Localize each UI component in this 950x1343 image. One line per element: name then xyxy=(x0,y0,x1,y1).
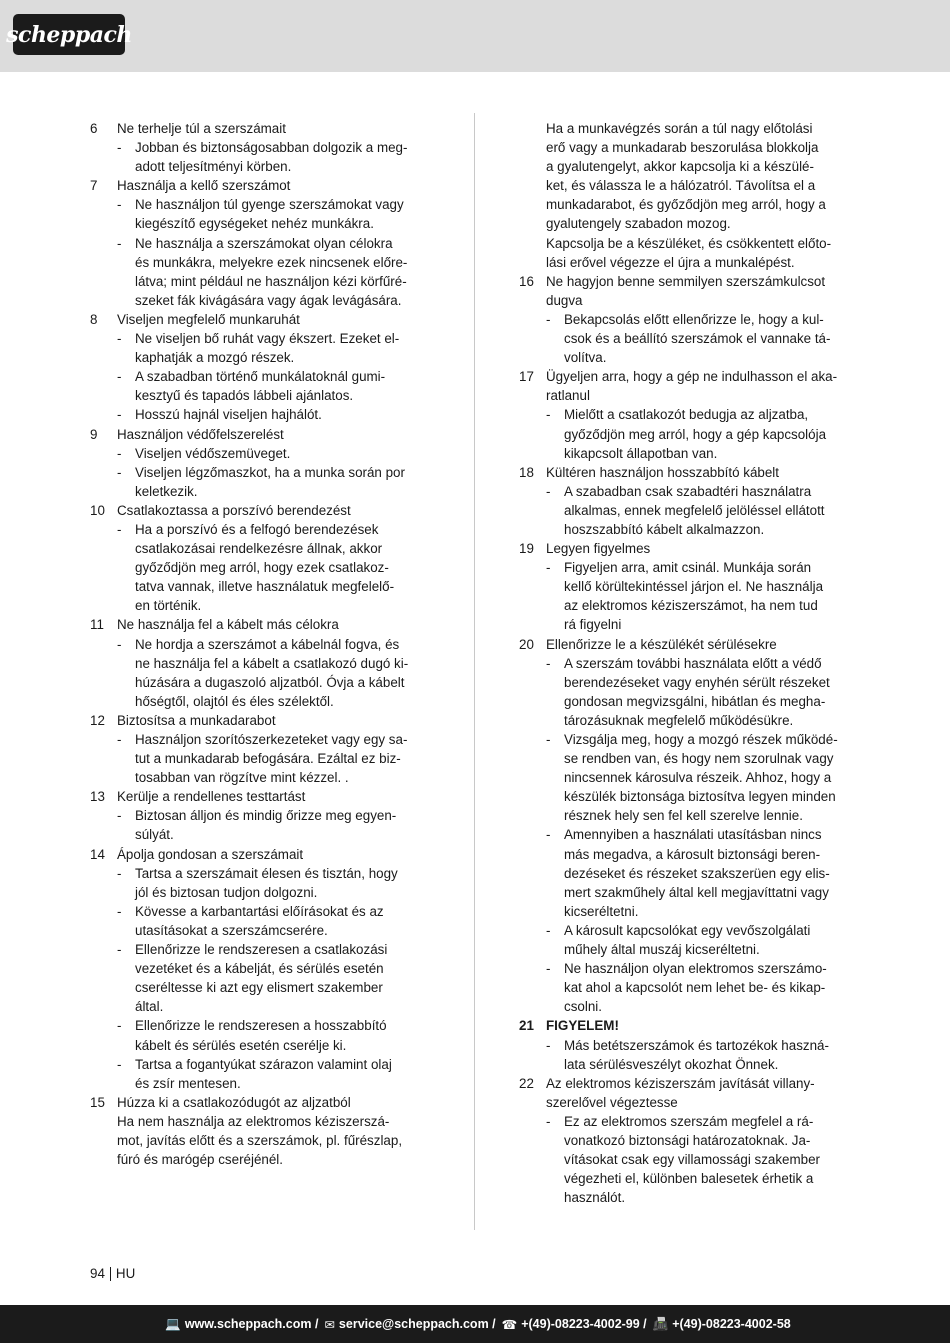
section-title-line: Kerülje a rendellenes testtartást xyxy=(117,789,306,805)
section-title-line: Ápolja gondosan a szerszámait xyxy=(117,846,304,862)
mail-icon: ✉ xyxy=(324,1317,335,1332)
bullet-item xyxy=(519,959,860,1016)
section-number: 15 xyxy=(90,1094,105,1110)
section-title-line: Viseljen megfelelő munkaruhát xyxy=(117,311,300,327)
bullet-dash: - xyxy=(117,445,122,461)
bullet-dash: - xyxy=(546,483,551,499)
bullet-line: Ez az elektromos szerszám megfelel a rá- xyxy=(564,1113,814,1129)
bullet-item xyxy=(90,138,431,176)
bullet-line: győződjön meg arról, hogy ezek csatlakoz- xyxy=(135,560,389,576)
bullet-line: vonatkozó biztonsági határozatoknak. Ja- xyxy=(564,1132,811,1148)
section-heading-6 xyxy=(90,119,431,138)
bullet-item xyxy=(90,195,431,233)
bullet-item xyxy=(90,730,431,787)
bullet-line: kábelt és sérülés esetén cserélje ki. xyxy=(135,1037,347,1053)
intro-paragraph-2 xyxy=(519,234,860,272)
section-title-line: Ellenőrizze le a készülékét sérülésekre xyxy=(546,636,777,652)
paragraph-line: gyalutengely szabadon mozog. xyxy=(546,216,731,232)
bullet-dash: - xyxy=(546,1037,551,1053)
section-heading-12 xyxy=(90,711,431,730)
bullet-line: látva; mint például ne használjon kézi körfűré- xyxy=(135,273,407,289)
bullet-line: Bekapcsolás előtt ellenőrizze le, hogy a kul- xyxy=(564,311,824,327)
bullet-line: en történik. xyxy=(135,598,202,614)
footer-website-link[interactable]: www.scheppach.com / xyxy=(184,1317,319,1331)
bullet-line: tosabban van rögzítve mint kézzel. . xyxy=(135,770,349,786)
paragraph-line: erő vagy a munkadarab beszorulása blokkolja xyxy=(546,140,819,156)
bullet-text xyxy=(564,825,860,920)
bullet-dash: - xyxy=(117,942,122,958)
bullet-line: cseréltesse ki azt egy elismert szakember xyxy=(135,980,383,996)
section-title-line: Legyen figyelmes xyxy=(546,541,651,557)
section-title-line: dugva xyxy=(546,292,583,308)
bullet-item xyxy=(90,329,431,367)
bullet-dash: - xyxy=(546,311,551,327)
bullet-item xyxy=(90,1055,431,1093)
bullet-line: csok és a beállító szerszámok el vannake tá- xyxy=(564,331,831,347)
section-number: 14 xyxy=(90,846,105,862)
right-column xyxy=(519,119,860,1207)
paragraph-line: mot, javítás előtt és a szerszámok, pl. fűrészlap, xyxy=(117,1132,403,1148)
bullet-item xyxy=(519,654,860,730)
bullet-text xyxy=(135,367,431,405)
section-title xyxy=(546,1016,860,1035)
footer-contact-bar xyxy=(0,1305,950,1343)
section-number: 10 xyxy=(90,502,105,518)
bullet-line: tározásuknak megfelelő működésükre. xyxy=(564,712,794,728)
bullet-item xyxy=(90,234,431,310)
section-number: 19 xyxy=(519,541,534,557)
bullet-line: Amennyiben a használati utasításban nincs xyxy=(564,827,822,843)
bullet-dash: - xyxy=(117,369,122,385)
bullet-text xyxy=(135,1055,431,1093)
section-number: 12 xyxy=(90,712,105,728)
section-title-line: Használjon védőfelszerelést xyxy=(117,426,284,442)
bullet-item xyxy=(90,520,431,615)
section-title-line: Biztosítsa a munkadarabot xyxy=(117,712,276,728)
bullet-line: utasításokat a szerszámcserére. xyxy=(135,922,328,938)
paragraph-line: a gyalutengelyt, akkor kapcsolja ki a készülé- xyxy=(546,159,814,175)
bullet-line: Mielőtt a csatlakozót bedugja az aljzatba, xyxy=(564,407,809,423)
bullet-text xyxy=(564,1036,860,1074)
column-divider xyxy=(474,113,475,1230)
bullet-line: dezéseket és részeket szakszerüen egy elis- xyxy=(564,865,830,881)
bullet-line: csatlakozásai rendelkezésre állnak, akkor xyxy=(135,541,383,557)
section-title xyxy=(546,463,860,482)
section-title xyxy=(117,787,431,806)
bullet-line: Ne használjon olyan elektromos szerszámo- xyxy=(564,961,827,977)
bullet-dash: - xyxy=(117,140,122,156)
bullet-line: mert szakműhely által kell megjavíttatni vagy xyxy=(564,884,829,900)
paragraph-line: fúró és marógép cseréjénél. xyxy=(117,1152,283,1168)
bullet-line: Ne használja a szerszámokat olyan célokra xyxy=(135,235,393,251)
section-heading-13 xyxy=(90,787,431,806)
section-title xyxy=(546,635,860,654)
page-number xyxy=(90,1266,135,1281)
bullet-line: vításokat csak egy villamossági szakember xyxy=(564,1152,821,1168)
section-title-line: Húzza ki a csatlakozódugót az aljzatból xyxy=(117,1094,351,1110)
bullet-line: tatva vannak, illetve használatuk megfelelő- xyxy=(135,579,395,595)
bullet-text xyxy=(135,806,431,844)
section-heading-9 xyxy=(90,425,431,444)
bullet-item xyxy=(90,864,431,902)
bullet-line: kat ahol a kapcsolót nem lehet be- és kikap- xyxy=(564,980,826,996)
bullet-text xyxy=(564,959,860,1016)
bullet-dash: - xyxy=(117,407,122,423)
bullet-item xyxy=(519,405,860,462)
bullet-line: Ne hordja a szerszámot a kábelnál fogva, és xyxy=(135,636,400,652)
bullet-dash: - xyxy=(117,865,122,881)
bullet-line: Tartsa a szerszámait élesen és tisztán, hogy xyxy=(135,865,398,881)
bullet-line: jól és biztosan tudjon dolgozni. xyxy=(135,884,318,900)
bullet-line: keletkezik. xyxy=(135,483,198,499)
bullet-line: kaphatják a mozgó részek. xyxy=(135,350,295,366)
section-title xyxy=(117,425,431,444)
bullet-item xyxy=(90,902,431,940)
section-title-line: Ne használja fel a kábelt más célokra xyxy=(117,617,339,633)
bullet-item xyxy=(519,310,860,367)
bullet-line: Jobban és biztonságosabban dolgozik a meg- xyxy=(135,140,408,156)
bullet-dash: - xyxy=(546,827,551,843)
bullet-text xyxy=(135,902,431,940)
bullet-line: kellő körültekintéssel járjon el. Ne használja xyxy=(564,579,824,595)
bullet-line: kiegészítő egységeket nehéz munkákra. xyxy=(135,216,374,232)
section-number: 13 xyxy=(90,789,105,805)
section-title xyxy=(546,539,860,558)
bullet-text xyxy=(135,864,431,902)
section-title-line: szerelővel végeztesse xyxy=(546,1094,678,1110)
section-heading-16 xyxy=(519,272,860,310)
bullet-line: résznek hely sen fel kell szerelve lennie. xyxy=(564,808,803,824)
section-heading-18 xyxy=(519,463,860,482)
bullet-dash: - xyxy=(546,961,551,977)
section-number: 21 xyxy=(519,1018,534,1034)
bullet-line: csolni. xyxy=(564,999,602,1015)
section-title xyxy=(117,615,431,634)
bullet-line: és zsír mentesen. xyxy=(135,1075,241,1091)
bullet-text xyxy=(564,405,860,462)
paragraph-line: munkadarabot, és győződjön meg arról, hogy a xyxy=(546,197,826,213)
bullet-line: Vizsgálja meg, hogy a mozgó részek működé- xyxy=(564,732,838,747)
bullet-item xyxy=(519,1036,860,1074)
section-number: 9 xyxy=(90,426,98,442)
paragraph-line: Ha a munkavégzés során a túl nagy előtolási xyxy=(546,121,813,136)
section-title xyxy=(117,310,431,329)
section-number: 11 xyxy=(90,617,104,633)
bullet-item xyxy=(90,806,431,844)
section-heading-14 xyxy=(90,845,431,864)
bullet-line: Hosszú hajnál viseljen hajhálót. xyxy=(135,407,322,423)
bullet-line: győződjön meg arról, hogy a gép kapcsolója xyxy=(564,426,827,442)
bullet-item xyxy=(90,940,431,1016)
bullet-text xyxy=(135,1016,431,1054)
section-heading-22 xyxy=(519,1074,860,1112)
bullet-item xyxy=(90,635,431,711)
bullet-line: A szabadban történő munkálatoknál gumi- xyxy=(135,369,386,385)
section-heading-10 xyxy=(90,501,431,520)
bullet-dash: - xyxy=(546,407,551,423)
section-number: 8 xyxy=(90,311,98,327)
intro-paragraph-1 xyxy=(519,119,860,234)
bullet-text xyxy=(564,1112,860,1207)
bullet-item xyxy=(519,482,860,539)
section-heading-19 xyxy=(519,539,860,558)
bullet-line: A károsult kapcsolókat egy vevőszolgálati xyxy=(564,922,811,938)
bullet-item xyxy=(90,367,431,405)
bullet-line: hőségtől, olajtól és éles szélektől. xyxy=(135,693,334,709)
bullet-line: rá figyelni xyxy=(564,617,622,633)
section-title xyxy=(546,367,860,405)
bullet-text xyxy=(135,463,431,501)
bullet-line: végezheti el, különben balesetek érhetik a xyxy=(564,1171,814,1187)
bullet-text xyxy=(564,482,860,539)
bullet-item xyxy=(90,405,431,424)
bullet-item xyxy=(519,1112,860,1207)
bullet-line: Ellenőrizze le rendszeresen a csatlakozási xyxy=(135,942,388,958)
page-language: HU xyxy=(115,1266,136,1281)
paragraph-line: Kapcsolja be a készüléket, és csökkentett előto- xyxy=(546,235,832,251)
bullet-dash: - xyxy=(117,331,122,347)
section-title-line: Ügyeljen arra, hogy a gép ne indulhasson el aka- xyxy=(546,369,838,385)
phone-icon: ☎ xyxy=(501,1317,518,1332)
section-number: 6 xyxy=(90,121,98,136)
bullet-line: Használjon szorítószerkezeteket vagy egy sa- xyxy=(135,732,408,747)
bullet-line: Ne viseljen bő ruhát vagy ékszert. Ezeket el- xyxy=(135,331,400,347)
bullet-dash: - xyxy=(117,521,122,537)
bullet-item xyxy=(90,1016,431,1054)
bullet-line: műhely által muszáj kicseréltetni. xyxy=(564,942,760,958)
bullet-dash: - xyxy=(546,560,551,576)
bullet-dash: - xyxy=(117,636,122,652)
left-column xyxy=(90,119,431,1169)
bullet-line: A szabadban csak szabadtéri használatra xyxy=(564,483,812,499)
section-heading-20 xyxy=(519,635,860,654)
bullet-text xyxy=(135,444,431,463)
section-heading-11 xyxy=(90,615,431,634)
page-separator xyxy=(110,1267,111,1281)
bullet-text xyxy=(564,558,860,634)
bullet-line: se rendben van, és hogy nem szorulnak vagy xyxy=(564,751,834,767)
section-title xyxy=(117,119,431,138)
header-band xyxy=(0,0,950,72)
bullet-item xyxy=(90,463,431,501)
bullet-text xyxy=(135,138,431,176)
bullet-item xyxy=(519,730,860,825)
bullet-text xyxy=(564,921,860,959)
section-title xyxy=(117,176,431,195)
scheppach-logo[interactable]: scheppach xyxy=(13,14,125,55)
bullet-line: által. xyxy=(135,999,164,1015)
bullet-line: és munkákra, melyekre ezek nincsenek előre- xyxy=(135,254,408,270)
bullet-line: tut a munkadarab befogására. Ezáltal ez biz- xyxy=(135,751,401,767)
bullet-line: kikapcsolt állapotban van. xyxy=(564,445,718,461)
bullet-dash: - xyxy=(117,808,122,824)
section-title xyxy=(117,501,431,520)
bullet-text xyxy=(135,195,431,233)
bullet-item xyxy=(519,825,860,920)
bullet-line: húzására a dugaszoló aljzatból. Óvja a kábelt xyxy=(135,674,405,690)
bullet-text xyxy=(564,310,860,367)
bullet-text xyxy=(135,405,431,424)
fax-icon: 📠 xyxy=(652,1316,669,1331)
bullet-dash: - xyxy=(546,1113,551,1129)
bullet-line: Kövesse a karbantartási előírásokat és az xyxy=(135,903,384,919)
bullet-text xyxy=(135,635,431,711)
bullet-text xyxy=(135,940,431,1016)
bullet-line: Ha a porszívó és a felfogó berendezések xyxy=(135,521,379,537)
bullet-line: Ellenőrizze le rendszeresen a hosszabbító xyxy=(135,1018,387,1034)
bullet-dash: - xyxy=(117,235,122,251)
bullet-text xyxy=(135,234,431,310)
bullet-line: kesztyű és tapadós lábbeli ajánlatos. xyxy=(135,388,354,404)
section-title xyxy=(117,845,431,864)
bullet-line: Más betétszerszámok és tartozékok haszná- xyxy=(564,1037,829,1053)
bullet-line: volítva. xyxy=(564,350,607,366)
section-title-line: FIGYELEM! xyxy=(546,1018,619,1034)
bullet-dash: - xyxy=(117,464,122,480)
section-title xyxy=(117,1093,431,1112)
bullet-line: szeket fák kivágására vagy ágak levágására. xyxy=(135,292,402,308)
bullet-line: adott teljesítményi körben. xyxy=(135,159,292,175)
bullet-item xyxy=(90,444,431,463)
bullet-line: nincsennek károsulva részeik. Ahhoz, hogy a xyxy=(564,770,832,786)
footer-email-link[interactable]: service@scheppach.com / xyxy=(338,1317,496,1331)
footer-phone: +(49)-08223-4002-99 / xyxy=(521,1317,647,1331)
section-title-line: Csatlakoztassa a porszívó berendezést xyxy=(117,502,351,518)
bullet-line: az elektromos kéziszerszámot, ha nem tud xyxy=(564,598,818,614)
bullet-line: súlyát. xyxy=(135,827,174,843)
bullet-line: használót. xyxy=(564,1190,626,1206)
bullet-text xyxy=(564,654,860,730)
section-title xyxy=(546,1074,860,1112)
page-number-value: 94 xyxy=(90,1266,105,1281)
section-number: 20 xyxy=(519,636,534,652)
bullet-line: készülék biztonsága biztosítva legyen minden xyxy=(564,789,836,805)
footer-fax: +(49)-08223-4002-58 xyxy=(672,1317,791,1331)
section-number: 7 xyxy=(90,178,98,194)
bullet-line: Tartsa a fogantyúkat szárazon valamint olaj xyxy=(135,1056,392,1072)
section-heading-7 xyxy=(90,176,431,195)
section-title-line: Kültéren használjon hosszabbító kábelt xyxy=(546,464,780,480)
section-title-line: ratlanul xyxy=(546,388,590,404)
bullet-line: gondosan megvizsgálni, hibátlan és megha- xyxy=(564,693,826,709)
bullet-dash: - xyxy=(117,1056,122,1072)
bullet-text xyxy=(135,329,431,367)
bullet-line: Biztosan álljon és mindig őrizze meg egyen- xyxy=(135,808,397,824)
section-number: 18 xyxy=(519,464,534,480)
bullet-dash: - xyxy=(546,655,551,671)
bullet-dash: - xyxy=(117,197,122,213)
section-title xyxy=(117,711,431,730)
section-heading-21 xyxy=(519,1016,860,1035)
bullet-text xyxy=(135,520,431,615)
paragraph-line: Ha nem használja az elektromos kéziszerszá- xyxy=(117,1113,390,1129)
bullet-line: lata sérülésveszélyt okozhat Önnek. xyxy=(564,1056,779,1072)
bullet-dash: - xyxy=(117,732,122,747)
section-paragraph xyxy=(90,1112,431,1169)
bullet-dash: - xyxy=(546,922,551,938)
section-number: 22 xyxy=(519,1075,534,1091)
bullet-line: berendezéseket vagy enyhén sérült részeket xyxy=(564,674,830,690)
bullet-line: hoszszabbító kábelt alkalmazzon. xyxy=(564,521,765,537)
paragraph-line: ket, és válassza le a hálózatról. Távolítsa el a xyxy=(546,178,816,194)
bullet-line: Figyeljen arra, amit csinál. Munkája során xyxy=(564,560,812,576)
bullet-line: Viseljen védőszemüveget. xyxy=(135,445,291,461)
section-number: 16 xyxy=(519,273,534,289)
section-title-line: Ne terhelje túl a szerszámait xyxy=(117,121,286,136)
bullet-text xyxy=(135,730,431,787)
bullet-line: vezetéket és a kábelját, és sérülés esetén xyxy=(135,961,384,977)
bullet-line: A szerszám további használata előtt a védő xyxy=(564,655,822,671)
bullet-line: Viseljen légzőmaszkot, ha a munka során por xyxy=(135,464,405,480)
bullet-text xyxy=(564,730,860,825)
bullet-dash: - xyxy=(546,732,551,747)
bullet-line: más megadva, a károsult biztonsági beren- xyxy=(564,846,821,862)
section-title-line: Használja a kellő szerszámot xyxy=(117,178,291,194)
bullet-dash: - xyxy=(117,903,122,919)
section-title xyxy=(546,272,860,310)
section-heading-15 xyxy=(90,1093,431,1112)
bullet-line: Ne használjon túl gyenge szerszámokat vagy xyxy=(135,197,404,213)
bullet-line: ne használja fel a kábelt a csatlakozó dugó ki- xyxy=(135,655,409,671)
section-heading-17 xyxy=(519,367,860,405)
bullet-line: kicseréltetni. xyxy=(564,903,639,919)
bullet-item xyxy=(519,921,860,959)
paragraph-line: lási erővel végezze el újra a munkalépést. xyxy=(546,254,795,270)
bullet-line: alkalmas, ennek megfelelő jelöléssel ellátott xyxy=(564,502,825,518)
section-number: 17 xyxy=(519,369,534,385)
section-title-line: Az elektromos kéziszerszám javítását villany- xyxy=(546,1075,815,1091)
bullet-item xyxy=(519,558,860,634)
computer-icon: 💻 xyxy=(165,1316,181,1331)
section-title-line: Ne hagyjon benne semmilyen szerszámkulcsot xyxy=(546,273,826,289)
section-heading-8 xyxy=(90,310,431,329)
bullet-dash: - xyxy=(117,1018,122,1034)
